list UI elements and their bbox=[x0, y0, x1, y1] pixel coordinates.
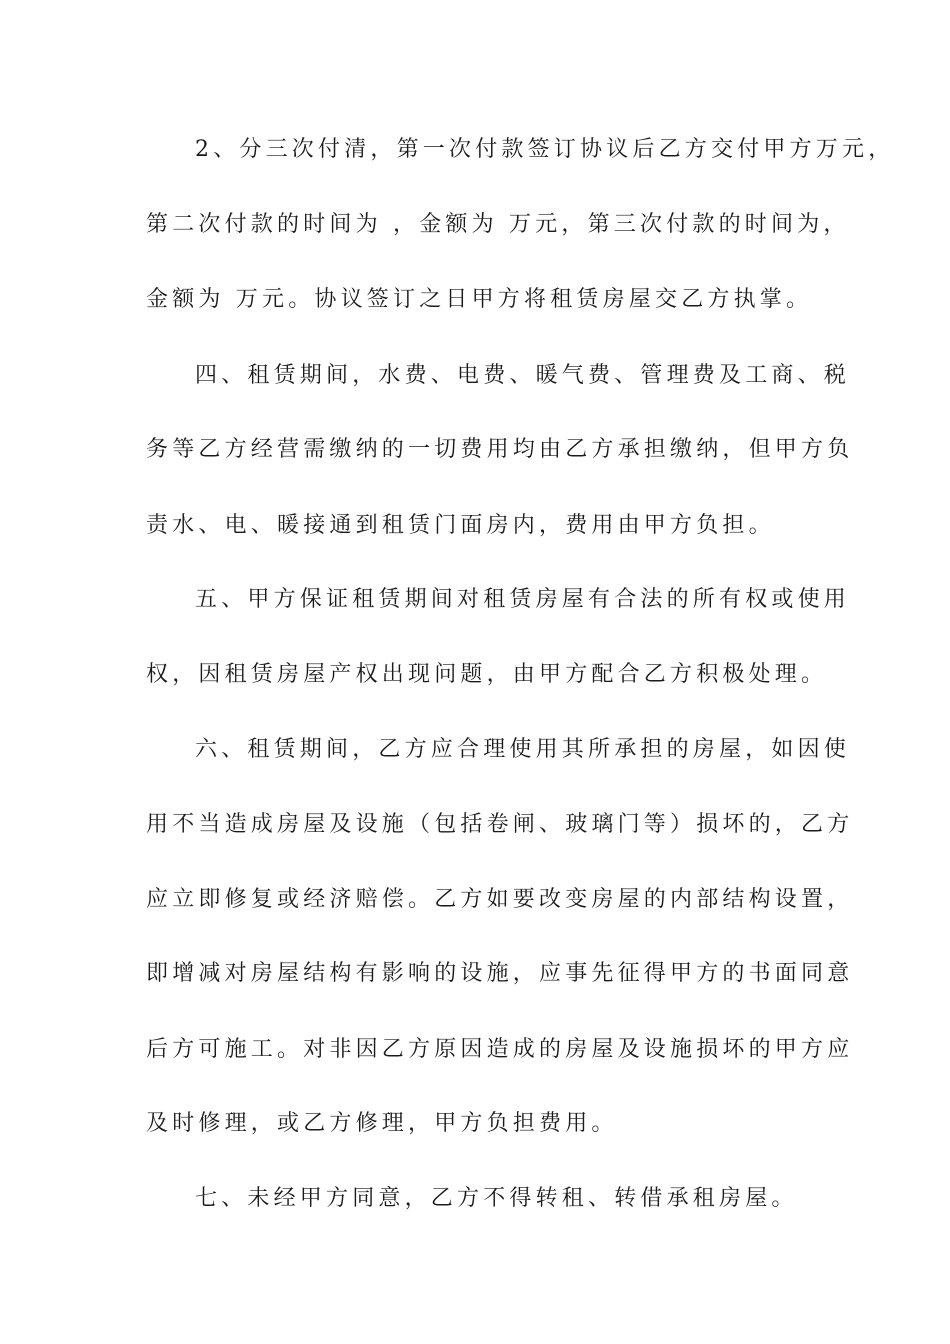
text-line: 务等乙方经营需缴纳的一切费用均由乙方承担缴纳，但甲方负 bbox=[146, 437, 854, 462]
text-line: 第二次付款的时间为 ，金额为 万元，第三次付款的时间为， bbox=[146, 212, 850, 237]
text-line: 后方可施工。对非因乙方原因造成的房屋及设施损坏的甲方应 bbox=[146, 1037, 854, 1062]
text-line: 责水、电、暖接通到租赁门面房内，费用由甲方负担。 bbox=[146, 513, 775, 538]
text-line: 应立即修复或经济赔偿。乙方如要改变房屋的内部结构设置， bbox=[146, 887, 854, 912]
text-line: 五、甲方保证租赁期间对租赁房屋有合法的所有权或使用 bbox=[195, 587, 851, 612]
text-line: 及时修理，或乙方修理，甲方负担费用。 bbox=[146, 1111, 618, 1136]
text-line: 七、未经甲方同意，乙方不得转租、转借承租房屋。 bbox=[195, 1186, 798, 1211]
text-line: 即增减对房屋结构有影响的设施，应事先征得甲方的书面同意 bbox=[146, 961, 854, 986]
text-line: 六、租赁期间，乙方应合理使用其所承担的房屋，如因使 bbox=[195, 737, 851, 762]
text-line: 用不当造成房屋及设施（包括卷闸、玻璃门等）损坏的，乙方 bbox=[146, 812, 854, 837]
text-line: 权，因租赁房屋产权出现问题，由甲方配合乙方积极处理。 bbox=[146, 662, 828, 687]
text-line: 金额为 万元。协议签订之日甲方将租赁房屋交乙方执掌。 bbox=[146, 287, 813, 312]
text-line: 2、分三次付清，第一次付款签订协议后乙方交付甲方万元， bbox=[195, 137, 895, 162]
text-line: 四、租赁期间，水费、电费、暖气费、管理费及工商、税 bbox=[195, 363, 851, 388]
